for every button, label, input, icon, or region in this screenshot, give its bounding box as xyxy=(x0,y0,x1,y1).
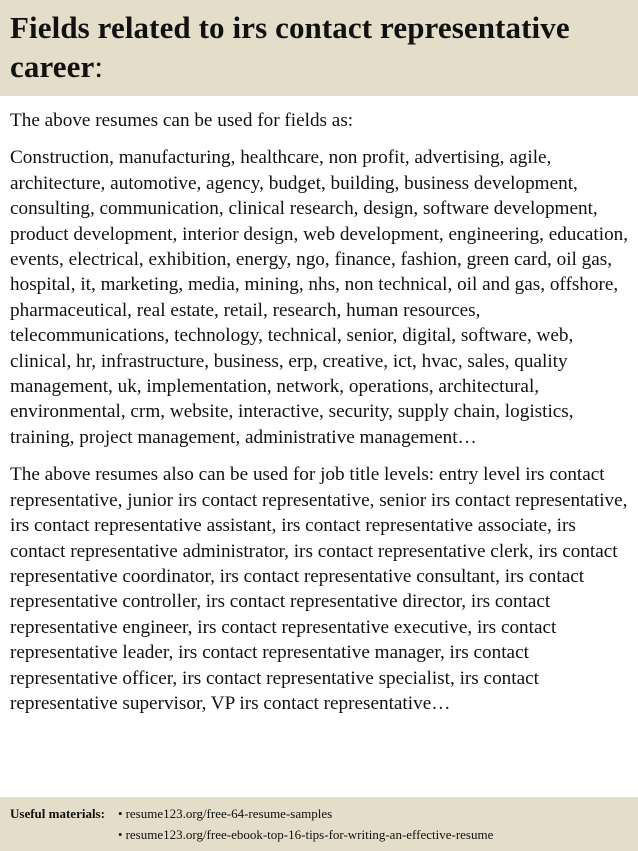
footer-link-1-text: resume123.org/free-64-resume-samples xyxy=(125,806,333,821)
useful-materials-label xyxy=(10,803,118,824)
bullet-icon: • xyxy=(118,806,123,821)
title-band xyxy=(0,0,638,96)
footer-link-1[interactable] xyxy=(118,803,332,824)
page-title-colon: : xyxy=(94,49,104,84)
main-content xyxy=(10,108,632,716)
useful-materials-label-colon: : xyxy=(100,806,105,821)
bullet-icon: • xyxy=(118,827,123,842)
footer-indent xyxy=(10,824,118,845)
footer-row-1 xyxy=(10,803,628,824)
job-levels-paragraph: The above resumes also can be used for job title levels: entry level irs contact representative, junior irs contact representative, senior irs contact representative, irs contact representative assistant, irs contact representative associate, irs contact representative administrator, irs contact representative clerk, irs contact representative coordinator, irs contact representative consultant, irs contact representative controller, irs contact representative director, irs contact representative engineer, irs contact representative executive, irs contact representative leader, irs contact representative manager, irs contact representative officer, irs contact representative specialist, irs contact representative supervisor, VP irs contact representative… xyxy=(10,464,628,714)
footer-link-2-text: resume123.org/free-ebook-top-16-tips-for-writing-an-effective-resume xyxy=(125,827,494,842)
page-title xyxy=(10,8,628,86)
footer-row-2 xyxy=(10,824,628,845)
useful-materials-footer xyxy=(0,797,638,851)
intro-paragraph: The above resumes can be used for fields as: xyxy=(10,110,354,131)
fields-paragraph: Construction, manufacturing, healthcare, non profit, advertising, agile, architecture, automotive, agency, budget, building, business development, consulting, communication, clinical research, design, software development, product development, interior design, web development, engineering, education, events, electrical, exhibition, energy, ngo, finance, fashion, green card, oil gas, hospital, it, marketing, media, mining, nhs, non technical, oil and gas, offshore, pharmaceutical, real estate, retail, research, human resources, telecommunications, technology, technical, senior, digital, software, web, clinical, hr, infrastructure, business, erp, creative, ict, hvac, sales, quality management, uk, implementation, network, operations, architectural, environmental, crm, website, interactive, security, supply chain, logistics, training, project management, administrative management… xyxy=(10,147,629,448)
footer-link-2[interactable] xyxy=(118,824,493,845)
page-title-text: Fields related to irs contact representative career xyxy=(10,10,570,84)
useful-materials-label-text: Useful materials xyxy=(10,806,101,821)
